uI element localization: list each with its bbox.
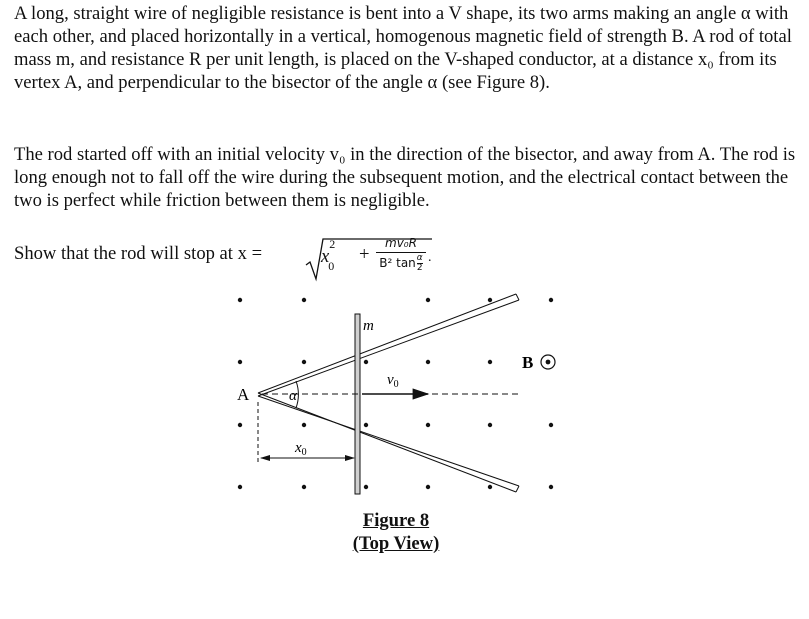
angle-arc [296, 381, 298, 408]
distance-label: $x_0$ [295, 440, 307, 458]
rod [355, 314, 360, 494]
figure-caption-title: Figure 8 [362, 510, 430, 531]
angle-label: α [289, 388, 297, 404]
problem-paragraph-1: A long, straight wire of negligible resistance is bent into a V shape, its two arms making an angle α with each other, and placed horizontally in a vertical, homogenous magnetic field of strength B. A rod of total mass m, and resistance R per unit length, is placed on the V-shaped conductor, at a distance x₀ from its vertex A, and perpendicular to the bisector of the angle α (see Figure 8). [14, 3, 792, 93]
plus-sign: + [359, 244, 370, 265]
vertex-label: A [237, 385, 250, 404]
fraction-denominator: B² tan $\frac{\alpha}{2}$ [379, 253, 423, 273]
stop-fraction [376, 236, 426, 273]
show-text: Show that the rod will stop at x = [14, 243, 263, 264]
square-root-expression [304, 235, 434, 283]
field-label: B [522, 353, 534, 372]
magnetic-field-dots [238, 298, 553, 489]
velocity-label: $v_0$ [387, 372, 399, 390]
problem-paragraph-2: The rod started off with an initial velocity v₀ in the direction of the bisector, and away from A. The rod is long enough not to fall off the wire during the subsequent motion, and the electrical contact between the two is perfect while friction between them is negligible. [14, 144, 796, 211]
v-shaped-wire [258, 294, 519, 492]
x0-squared: $x^2_0$ [321, 237, 336, 273]
formula-period: . [428, 250, 432, 265]
mass-label: m [363, 318, 374, 334]
figure-caption-view: (Top View) [352, 533, 440, 554]
fraction-numerator: mv₀R [385, 236, 417, 250]
field-out-of-page-icon [541, 355, 555, 369]
stop-position-statement [14, 235, 514, 285]
